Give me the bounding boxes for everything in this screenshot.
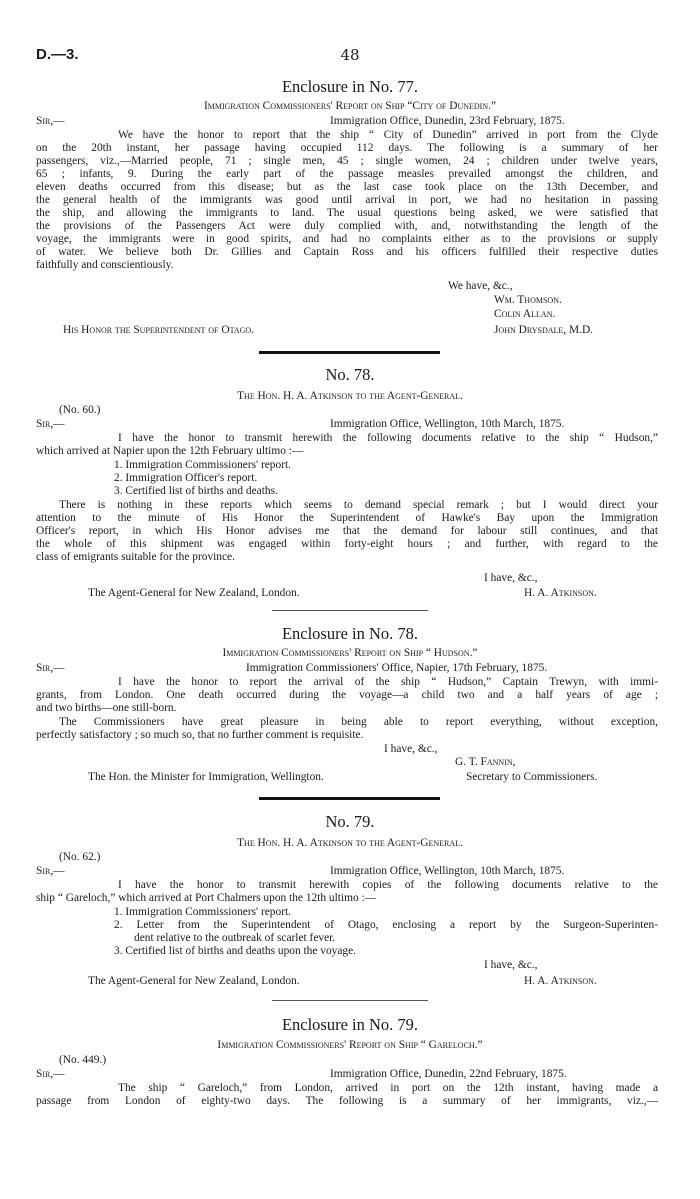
no78-body-line: There is nothing in these reports which seems to demand special remark ; but I would direct your [59, 499, 658, 511]
enc79-reference: (No. 449.) [59, 1054, 107, 1066]
section-divider [259, 351, 440, 354]
enc79-body-line: passage from London of eighty-two days. The following is a summary of her immigrants, viz.,— [36, 1095, 658, 1107]
enc77-body-line: the general health of the immigrants was good until arrival in port, we had no hesitation in passing [36, 194, 658, 206]
enc78-body-line: The Commissioners have great pleasure in being able to report everything, without exception, [59, 716, 658, 728]
enc79-dateline: Immigration Office, Dunedin, 22nd February, 1875. [330, 1068, 567, 1080]
enc77-subheading: Immigration Commissioners' Report on Ship “City of Dunedin.” [203, 100, 497, 112]
no78-body-line: Officer's report, in which His Honor advises me that the demand for labour still continues, and that [36, 525, 658, 537]
enc78-signatory-title: Secretary to Commissioners. [466, 771, 598, 783]
enc77-body-line: voyage, the immigrants were in good spirits, and had no complaints either as to the provisions or supply [36, 233, 658, 245]
enc77-body-line: passengers, viz.,—Married people, 71 ; single men, 45 ; single women, 24 ; children under twelve years, [36, 155, 658, 167]
no79-closing: I have, &c., [484, 959, 538, 971]
enc77-body-line: We have the honor to report that the ship “ City of Dunedin” arrived in port from the Clyde [118, 129, 658, 141]
enc79-salutation: Sir,— [36, 1068, 65, 1080]
no78-body-line: the whole of this shipment was engaged within forty-eight hours ; and further, with regard to the [36, 538, 658, 550]
page-number: 48 [340, 46, 360, 64]
enc77-body-line: the ship, and allowing the immigrants to land. The usual questions being asked, we were satisfied that [36, 207, 658, 219]
no78-closing: I have, &c., [484, 572, 538, 584]
enc78-salutation: Sir,— [36, 662, 65, 674]
section-divider [272, 610, 428, 611]
enc77-signatory: Wm. Thomson. [494, 294, 562, 306]
enc77-body-line: on the 20th instant, her passage having occupied 112 days. The following is a summary of her [36, 142, 658, 154]
enc78-body-line: perfectly satisfactory ; so much so, that no further comment is requisite. [36, 729, 364, 741]
no78-subheading: The Hon. H. A. Atkinson to the Agent-General. [237, 390, 463, 402]
no79-body-line: ship “ Gareloch,” which arrived at Port Chalmers upon the 12th ultimo :— [36, 892, 377, 904]
no78-addressee: The Agent-General for New Zealand, London. [88, 587, 300, 599]
enc77-signatory: Colin Allan. [494, 308, 556, 320]
enc77-body-line: faithfully and conscientiously. [36, 259, 174, 271]
enc77-body-line: of water. We believe both Dr. Gillies and Captain Ross and his officers fulfilled their respective duties [36, 246, 658, 258]
no78-body-line: which arrived at Napier upon the 12th February ultimo :— [36, 445, 304, 457]
enc78-heading: Enclosure in No. 78. [281, 624, 419, 643]
enc78-body-line: and two births—one still-born. [36, 702, 177, 714]
section-divider [272, 1000, 428, 1001]
enc77-addressee: His Honor the Superintendent of Otago. [63, 324, 255, 336]
enc79-subheading: Immigration Commissioners' Report on Ship “ Gareloch.” [217, 1039, 483, 1051]
no79-heading: No. 79. [325, 812, 375, 831]
no79-list-item: 2. Letter from the Superintendent of Otago, enclosing a report by the Surgeon-Superinten- [114, 919, 658, 931]
no78-reference: (No. 60.) [59, 404, 101, 416]
no78-list-item: 3. Certified list of births and deaths. [114, 485, 278, 497]
enc79-heading: Enclosure in No. 79. [281, 1015, 419, 1034]
no78-list-item: 1. Immigration Commissioners' report. [114, 459, 292, 471]
enc77-body-line: 65 ; infants, 9. During the early part of the passage measles prevailed amongst the children, and [36, 168, 658, 180]
no78-body-line: attention to the minute of His Honor the Superintendent of Hawke's Bay upon the Immigration [36, 512, 658, 524]
enc77-body-line: the provisions of the Passengers Act were duly complied with, and, notwithstanding the length of the [36, 220, 658, 232]
no78-heading: No. 78. [325, 365, 375, 384]
enc78-closing: I have, &c., [384, 743, 438, 755]
no79-reference: (No. 62.) [59, 851, 101, 863]
no79-dateline: Immigration Office, Wellington, 10th March, 1875. [330, 865, 565, 877]
no79-signatory: H. A. Atkinson. [524, 975, 597, 987]
enc77-body-line: eleven deaths occurred from this disease; but as the last case took place on the 13th December, and [36, 181, 658, 193]
enc78-body-line: grants, from London. One death occurred during the voyage—a child two and a half years of age ; [36, 689, 658, 701]
enc79-body-line: The ship “ Gareloch,” from London, arrived in port on the 12th instant, having made a [118, 1082, 658, 1094]
enc77-closing: We have, &c., [448, 280, 513, 292]
no78-dateline: Immigration Office, Wellington, 10th March, 1875. [330, 418, 565, 430]
no79-list-item: 3. Certified list of births and deaths upon the voyage. [114, 945, 357, 957]
section-label: D.—3. [36, 46, 79, 63]
enc78-addressee: The Hon. the Minister for Immigration, Wellington. [88, 771, 324, 783]
no78-list-item: 2. Immigration Officer's report. [114, 472, 258, 484]
enc78-dateline: Immigration Commissioners' Office, Napier, 17th February, 1875. [246, 662, 548, 674]
enc77-heading: Enclosure in No. 77. [281, 77, 419, 96]
no79-salutation: Sir,— [36, 865, 65, 877]
section-divider [259, 797, 440, 800]
no78-signatory: H. A. Atkinson. [524, 587, 597, 599]
enc78-body-line: I have the honor to report the arrival of the ship “ Hudson,” Captain Trewyn, with immi- [118, 676, 658, 688]
enc78-subheading: Immigration Commissioners' Report on Ship “ Hudson.” [222, 647, 478, 659]
no79-body-line: I have the honor to transmit herewith copies of the following documents relative to the [118, 879, 658, 891]
enc77-signatory: John Drysdale, M.D. [494, 324, 594, 336]
no78-body-line: I have the honor to transmit herewith the following documents relative to the ship “ Hudson,” [118, 432, 658, 444]
no78-body-line: class of emigrants suitable for the province. [36, 551, 235, 563]
no79-list-item: 1. Immigration Commissioners' report. [114, 906, 292, 918]
enc77-salutation: Sir,— [36, 115, 65, 127]
enc77-dateline: Immigration Office, Dunedin, 23rd February, 1875. [330, 115, 565, 127]
no78-salutation: Sir,— [36, 418, 65, 430]
no79-subheading: The Hon. H. A. Atkinson to the Agent-General. [237, 837, 463, 849]
enc78-signatory: G. T. Fannin, [455, 756, 516, 768]
no79-addressee: The Agent-General for New Zealand, London. [88, 975, 300, 987]
no79-list-item-continued: dent relative to the outbreak of scarlet fever. [134, 932, 336, 944]
